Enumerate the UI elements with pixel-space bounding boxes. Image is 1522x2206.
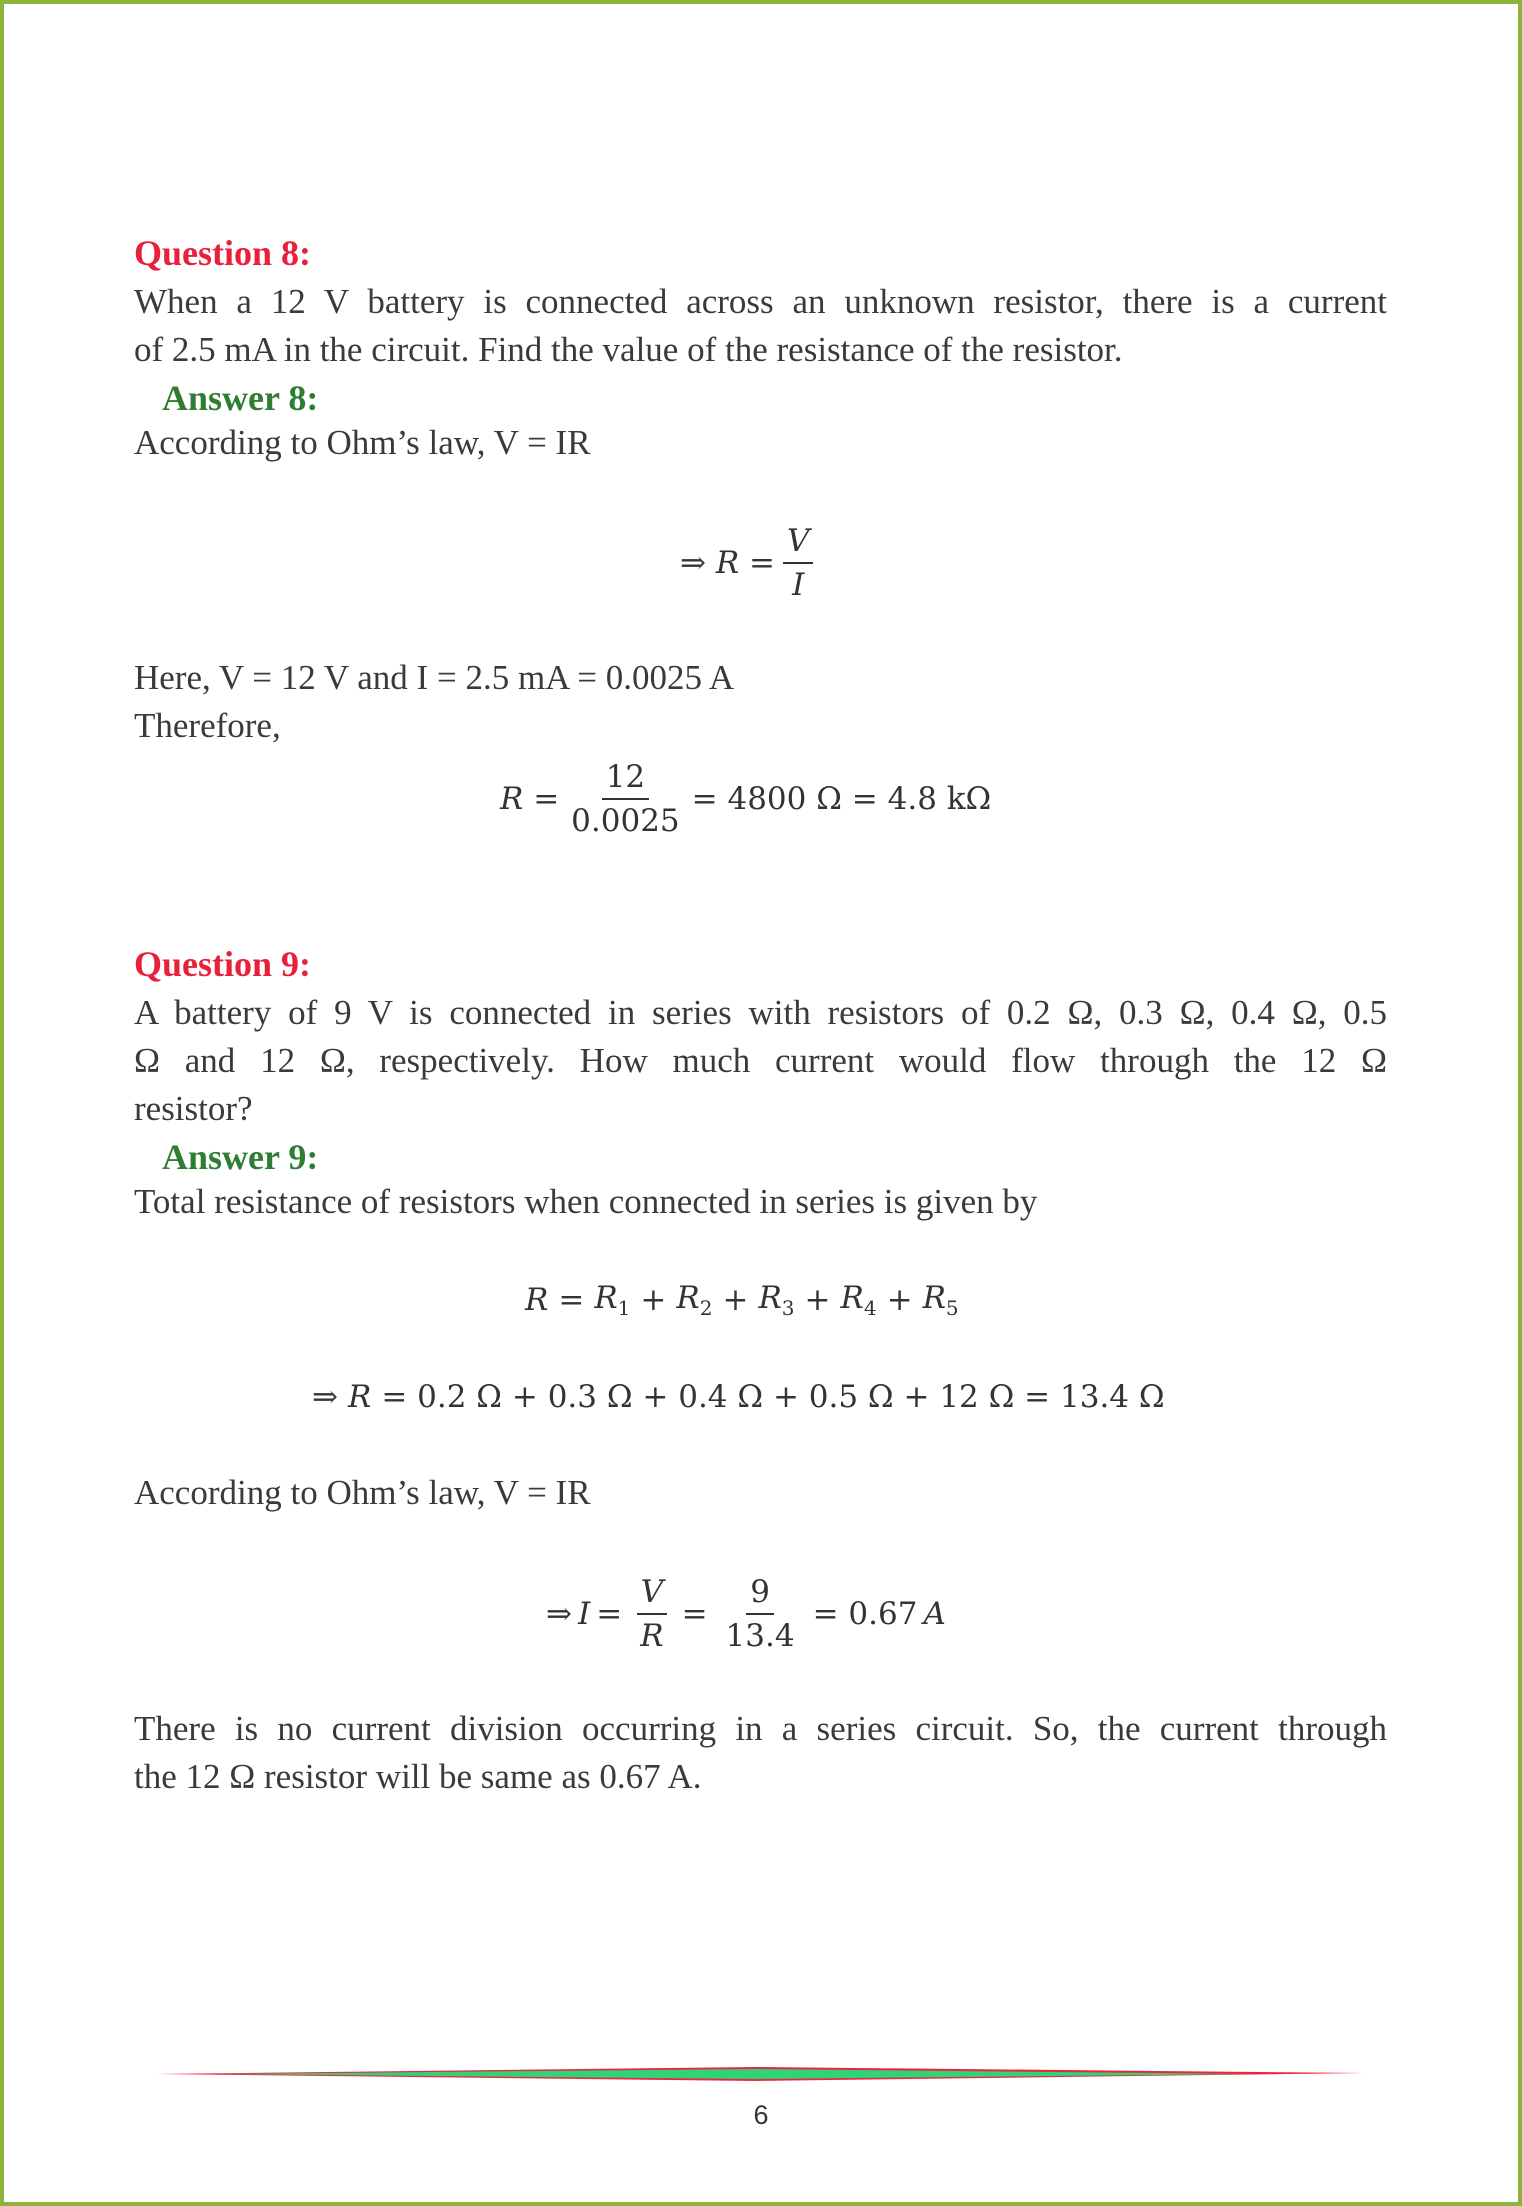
question-9-text: Ω and 12 Ω, respectively. How much current would flow through the 12 Ω xyxy=(134,1041,1387,1080)
equation-total-resistance xyxy=(312,1347,1165,1447)
answer-8-text: Here, V = 12 V and I = 2.5 mA = 0.0025 A xyxy=(134,658,735,697)
plus: + xyxy=(640,1282,667,1318)
numerator: 12 xyxy=(602,760,649,800)
answer-9-text: Total resistance of resistors when connected in series is given by xyxy=(134,1182,1038,1221)
implies-symbol: ⇒ xyxy=(546,1596,572,1632)
denominator: I xyxy=(792,567,805,603)
eq-result: = 0.67 xyxy=(812,1596,918,1632)
term: $R_1$ xyxy=(594,1279,631,1321)
eq-sign: = xyxy=(596,1596,623,1632)
eq-rest: = 0.2 Ω + 0.3 Ω + 0.4 Ω + 0.5 Ω + 12 Ω = 13.4 Ω xyxy=(381,1379,1165,1415)
eq-sign: = xyxy=(681,1596,708,1632)
term: $R_5$ xyxy=(922,1279,959,1321)
question-9-text: A battery of 9 V is connected in series with resistors of 0.2 Ω, 0.3 Ω, 0.4 Ω, 0.5 xyxy=(134,993,1387,1032)
numerator: 9 xyxy=(746,1575,774,1615)
numerator: V xyxy=(783,524,813,564)
eq-sign: = xyxy=(558,1282,585,1318)
answer-9-title: Answer 9: xyxy=(162,1137,319,1177)
eq-unit: A xyxy=(923,1596,946,1632)
answer-9-text: There is no current division occurring in a series circuit. So, the current through xyxy=(134,1709,1387,1748)
eq-prefix: ⇒ R = xyxy=(680,545,775,581)
answer-8-text: Therefore, xyxy=(134,706,281,745)
eq-var: R xyxy=(347,1379,372,1415)
page-number: 6 xyxy=(753,2100,769,2130)
plus: + xyxy=(886,1282,913,1318)
eq-var: I xyxy=(577,1596,591,1632)
answer-9-text: the 12 Ω resistor will be same as 0.67 A. xyxy=(134,1757,702,1796)
fraction xyxy=(783,524,813,602)
question-8-text: When a 12 V battery is connected across an unknown resistor, there is a current xyxy=(134,282,1387,321)
implies-symbol: ⇒ xyxy=(312,1379,338,1415)
equation-resistance-result xyxy=(500,749,991,849)
term: $R_4$ xyxy=(840,1279,877,1321)
fraction xyxy=(636,1575,667,1653)
denominator: 0.0025 xyxy=(571,803,680,839)
eq-lhs: R xyxy=(525,1282,549,1318)
equation-r-equals-v-over-i xyxy=(680,513,821,613)
numerator: V xyxy=(637,1575,667,1615)
fraction xyxy=(567,760,683,838)
fraction xyxy=(722,1575,799,1653)
question-9-title: Question 9: xyxy=(134,944,312,984)
term: $R_2$ xyxy=(676,1279,713,1321)
answer-8-title: Answer 8: xyxy=(162,378,319,418)
denominator: R xyxy=(640,1618,664,1654)
equation-series-sum xyxy=(525,1250,959,1350)
answer-9-text: According to Ohm’s law, V = IR xyxy=(134,1473,591,1512)
plus: + xyxy=(722,1282,749,1318)
question-8-title: Question 8: xyxy=(134,233,312,273)
answer-8-text: According to Ohm’s law, V = IR xyxy=(134,423,591,462)
footer-divider xyxy=(156,2066,1365,2082)
term: $R_3$ xyxy=(758,1279,795,1321)
eq-suffix: = 4800 Ω = 4.8 kΩ xyxy=(691,781,992,817)
question-8-text: of 2.5 mA in the circuit. Find the value of the resistance of the resistor. xyxy=(134,330,1123,369)
question-9-text: resistor? xyxy=(134,1089,253,1128)
equation-current xyxy=(546,1564,946,1664)
denominator: 13.4 xyxy=(725,1618,795,1654)
eq-prefix: R = xyxy=(500,781,560,817)
plus: + xyxy=(804,1282,831,1318)
